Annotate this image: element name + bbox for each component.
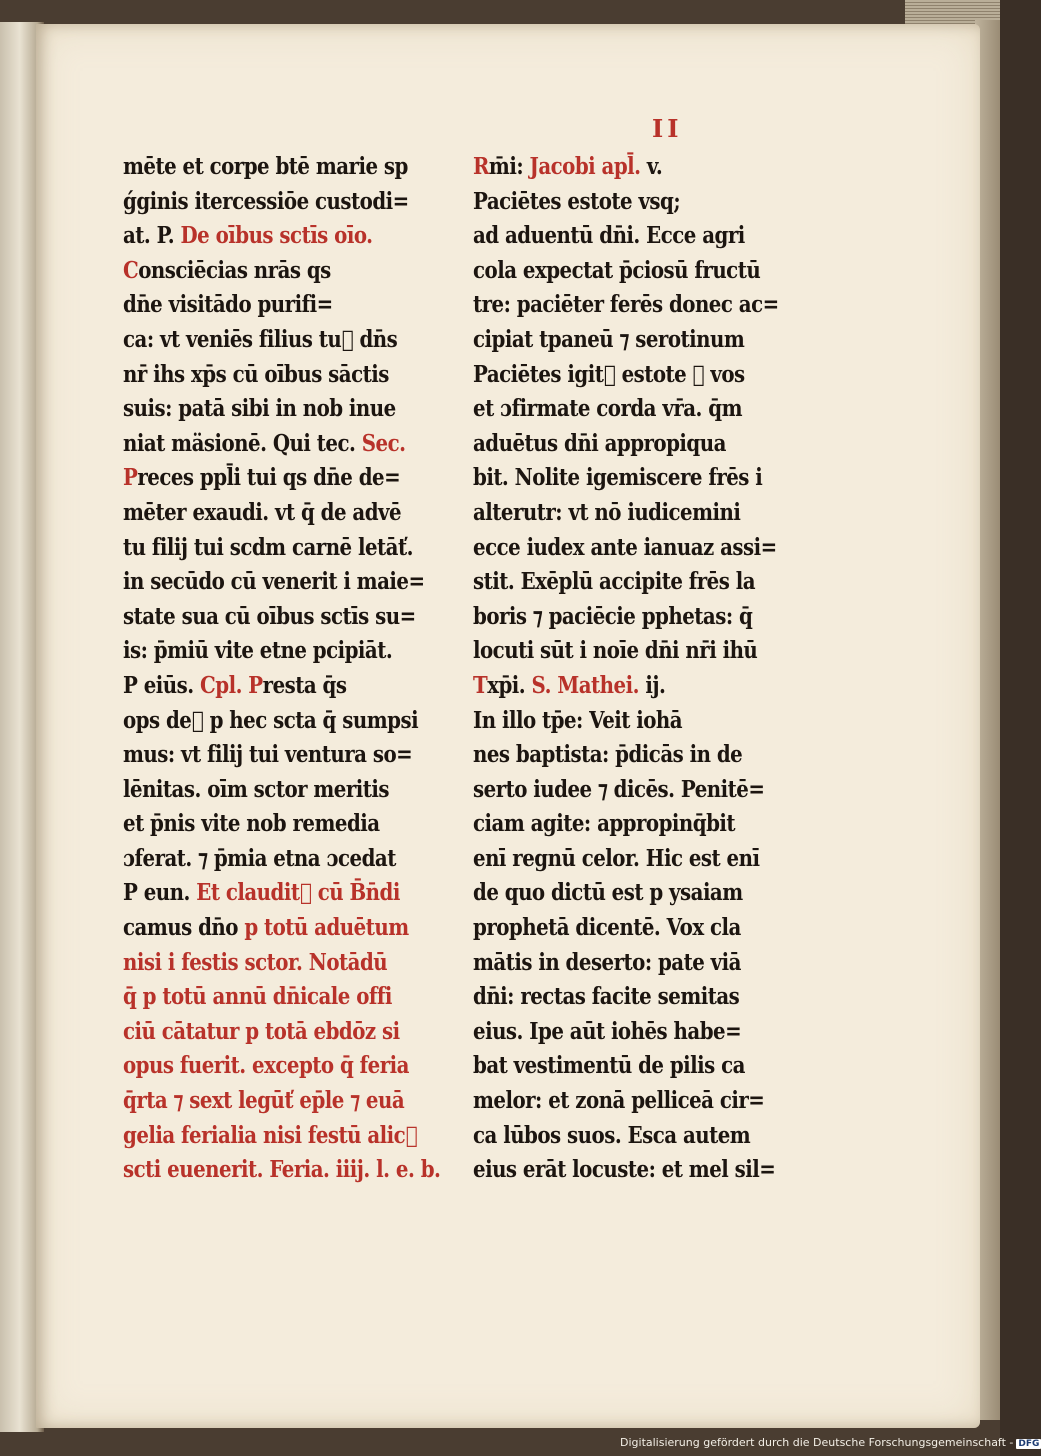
left-column-line	[123, 1084, 405, 1119]
right-column-line	[473, 1084, 765, 1119]
left-column-line	[123, 1015, 400, 1050]
body-text: eius. Ipe aūt iohēs habe=	[473, 1017, 742, 1045]
rubric-text: Sec.	[361, 429, 406, 457]
right-column-line	[473, 288, 779, 323]
digitization-credit	[620, 1436, 1040, 1454]
body-text: P eiūs.	[123, 671, 201, 699]
body-text: locuti sūt i noīe dn̄i nr̄i ihū	[473, 637, 758, 665]
left-column-line	[123, 876, 400, 911]
right-column-line	[473, 842, 760, 877]
right-column-line	[473, 669, 724, 704]
right-column-line	[473, 185, 724, 220]
rubric-text: q̄rta ⁊ sext legūť ep̄le ⁊ euā	[123, 1087, 405, 1115]
right-column-line	[473, 1015, 742, 1050]
rubric-text: p totū aduētum	[244, 914, 409, 942]
body-text: serto iudee ⁊ dicēs. Penitē=	[473, 775, 765, 803]
body-text: in secūdo cū venerit i maie=	[123, 568, 425, 596]
body-text: tu filij tui scdm carnē letāť.	[123, 533, 413, 561]
body-text: ɔferat. ⁊ p̄mia etna ɔcedat	[123, 844, 396, 872]
left-column-line	[123, 669, 374, 704]
body-text: mēter exaudi. vt q̄ de advē	[123, 498, 402, 526]
left-column-line	[123, 980, 392, 1015]
rubric-text: De oībus sctīs oīo.	[180, 222, 373, 250]
body-text: v.	[646, 153, 663, 180]
body-text: P eun.	[123, 879, 197, 907]
body-text: ciam agite: appropinq̄bit	[473, 810, 736, 838]
left-column-line	[123, 634, 393, 669]
body-text: dn̄i: rectas facite semitas	[473, 983, 740, 1011]
body-text: eius erāt locuste: et mel sil=	[473, 1156, 776, 1184]
body-text: ad aduentū dn̄i. Ecce agri	[473, 222, 745, 250]
rubric-text: P	[248, 671, 263, 699]
body-text: enī regnū celor. Hic est enī	[473, 844, 760, 872]
body-text: m̄i:	[488, 153, 530, 180]
left-column-line	[123, 565, 425, 600]
right-column-line	[473, 807, 736, 842]
left-column-line	[123, 1049, 409, 1084]
rubric-text: ciū cātatur p totā ebdōz si	[123, 1017, 400, 1045]
rubric-text: R	[473, 153, 489, 180]
folio-number: II	[652, 114, 683, 143]
left-column-line	[123, 842, 396, 877]
right-column-line	[473, 876, 743, 911]
body-text: suis: patā sibi in nob inue	[123, 395, 396, 423]
left-column-line	[123, 323, 398, 358]
right-column-line	[473, 496, 741, 531]
right-column-line	[473, 600, 753, 635]
dfg-logo: DFG	[1018, 1439, 1040, 1449]
body-text: ops de᷑ p hec scta q̄ sumpsi	[123, 706, 419, 734]
body-text: is: p̄miū vite etne pcipiāt.	[123, 637, 393, 665]
left-column-line	[123, 219, 374, 254]
right-column-line	[473, 634, 758, 669]
rubric-text: S. Mathei.	[531, 671, 646, 699]
body-text: Paciētes igit᷑ estote ⁊ vos	[473, 360, 745, 388]
rubric-text: T	[473, 671, 488, 699]
body-text: reces ppl̄i tui qs dn̄e de=	[137, 464, 401, 492]
body-text: cola expectat p̄ciosū fructū	[473, 256, 761, 284]
right-column-line	[473, 358, 745, 393]
left-column-line	[123, 773, 390, 808]
left-column-line	[123, 392, 396, 427]
left-column-line	[123, 185, 409, 220]
right-column-line	[473, 565, 756, 600]
body-text: nr̄ ihs xp̄s cū oībus sāctis	[123, 360, 389, 388]
left-column-line	[123, 427, 406, 462]
left-column-line	[123, 288, 374, 323]
body-text: nes baptista: p̄dicās in de	[473, 741, 743, 769]
right-column-line	[473, 911, 741, 946]
rubric-text: q̄ p totū annū dn̄icale offi	[123, 983, 392, 1011]
body-text: stit. Exēplū accipite frēs la	[473, 568, 756, 596]
body-text: Paciētes estote vsq;	[473, 187, 681, 215]
left-column-line	[123, 150, 408, 185]
rubric-text: opus fuerit. excepto q̄ feria	[123, 1052, 409, 1080]
left-column-line	[123, 358, 389, 393]
rubric-text: Cpl.	[200, 671, 249, 699]
rubric-text: gelia ferialia nisi festū alic᷑	[123, 1121, 418, 1149]
body-text: ca lūbos suos. Esca autem	[473, 1121, 751, 1149]
body-text: lēnitas. oīm sctor meritis	[123, 775, 390, 803]
left-column-line	[123, 911, 409, 946]
left-column-line	[123, 600, 416, 635]
body-text: de quo dictū est p ysaiam	[473, 879, 743, 907]
left-column-line	[123, 254, 374, 289]
right-column-line	[473, 392, 743, 427]
body-text: state sua cū oībus sctīs su=	[123, 602, 416, 630]
body-text: et ɔfirmate corda vr̄a. q̄m	[473, 395, 743, 423]
body-text: melor: et zonā pelliceā cir=	[473, 1087, 765, 1115]
right-column-line	[473, 531, 777, 566]
body-text: dn̄e visitādo purifi=	[123, 291, 333, 319]
right-column-line	[473, 254, 761, 289]
body-text: camus dn̄o	[123, 914, 245, 942]
body-text: boris ⁊ paciēcie pphetas: q̄	[473, 602, 753, 630]
rubric-text: C	[123, 256, 139, 284]
body-text: cipiat tpaneū ⁊ serotinum	[473, 325, 745, 353]
left-column-line	[123, 738, 413, 773]
left-column-line	[123, 461, 401, 496]
left-column-line	[123, 531, 413, 566]
body-text: mus: vt filij tui ventura so=	[123, 741, 413, 769]
left-column-line	[123, 946, 388, 981]
rubric-text: P	[123, 464, 138, 492]
right-column-line	[473, 323, 745, 358]
rubric-text: nisi i festis sctor. Notādū	[123, 948, 388, 976]
body-text: ǵginis itercessiōe custodi=	[123, 187, 409, 215]
body-text: onsciēcias nrās qs	[138, 256, 331, 284]
left-column-line	[123, 1153, 441, 1188]
rubric-text: Jacobi apl̄.	[529, 153, 647, 180]
body-text: mēte et corpe btē marie sp	[123, 153, 408, 180]
right-column-line	[473, 461, 763, 496]
right-column-line	[473, 1049, 745, 1084]
right-column-line	[473, 946, 741, 981]
body-text: bit. Nolite igemiscere frēs i	[473, 464, 763, 492]
body-text: aduētus dn̄i appropiqua	[473, 429, 726, 457]
rubric-text: scti euenerit. Feria. iiij. l. e. b.	[123, 1156, 441, 1184]
right-column-line	[473, 738, 743, 773]
body-text: et p̄nis vite nob remedia	[123, 810, 380, 838]
right-column-line	[473, 1119, 751, 1154]
left-column-line	[123, 1119, 418, 1154]
right-column-line	[473, 150, 724, 185]
body-text: at. P.	[123, 222, 181, 250]
body-text: resta q̄s	[262, 671, 347, 699]
body-text: ij.	[645, 671, 666, 699]
right-column-line	[473, 1153, 776, 1188]
left-column-line	[123, 704, 419, 739]
left-column-line	[123, 496, 402, 531]
left-column-line	[123, 807, 380, 842]
body-text: In illo tp̄e: Veit iohā	[473, 706, 683, 734]
right-column-line	[473, 704, 724, 739]
right-column-line	[473, 219, 745, 254]
body-text: tre: paciēter ferēs donec ac=	[473, 291, 779, 319]
right-column-line	[473, 773, 765, 808]
credit-text: Digitalisierung gefördert durch die Deutsche Forschungsgemeinschaft -	[620, 1436, 1014, 1449]
right-column-line	[473, 427, 724, 462]
body-text: xp̄i.	[487, 671, 532, 699]
body-text: mātis in deserto: pate viā	[473, 948, 741, 976]
rubric-text: Et claudit᷑ cū B̄n̄di	[196, 879, 400, 907]
body-text: alterutr: vt nō iudicemini	[473, 498, 741, 526]
body-text: prophetā dicentē. Vox cla	[473, 914, 741, 942]
left-text-column	[123, 150, 441, 1188]
body-text: ecce iudex ante ianuaz assi=	[473, 533, 777, 561]
body-text: bat vestimentū de pilis ca	[473, 1052, 745, 1080]
body-text: ca: vt veniēs filius tu᷑ dn̄s	[123, 325, 398, 353]
right-column-line	[473, 980, 740, 1015]
body-text: niat mäsionē. Qui tec.	[123, 429, 362, 457]
right-text-column	[473, 150, 779, 1188]
